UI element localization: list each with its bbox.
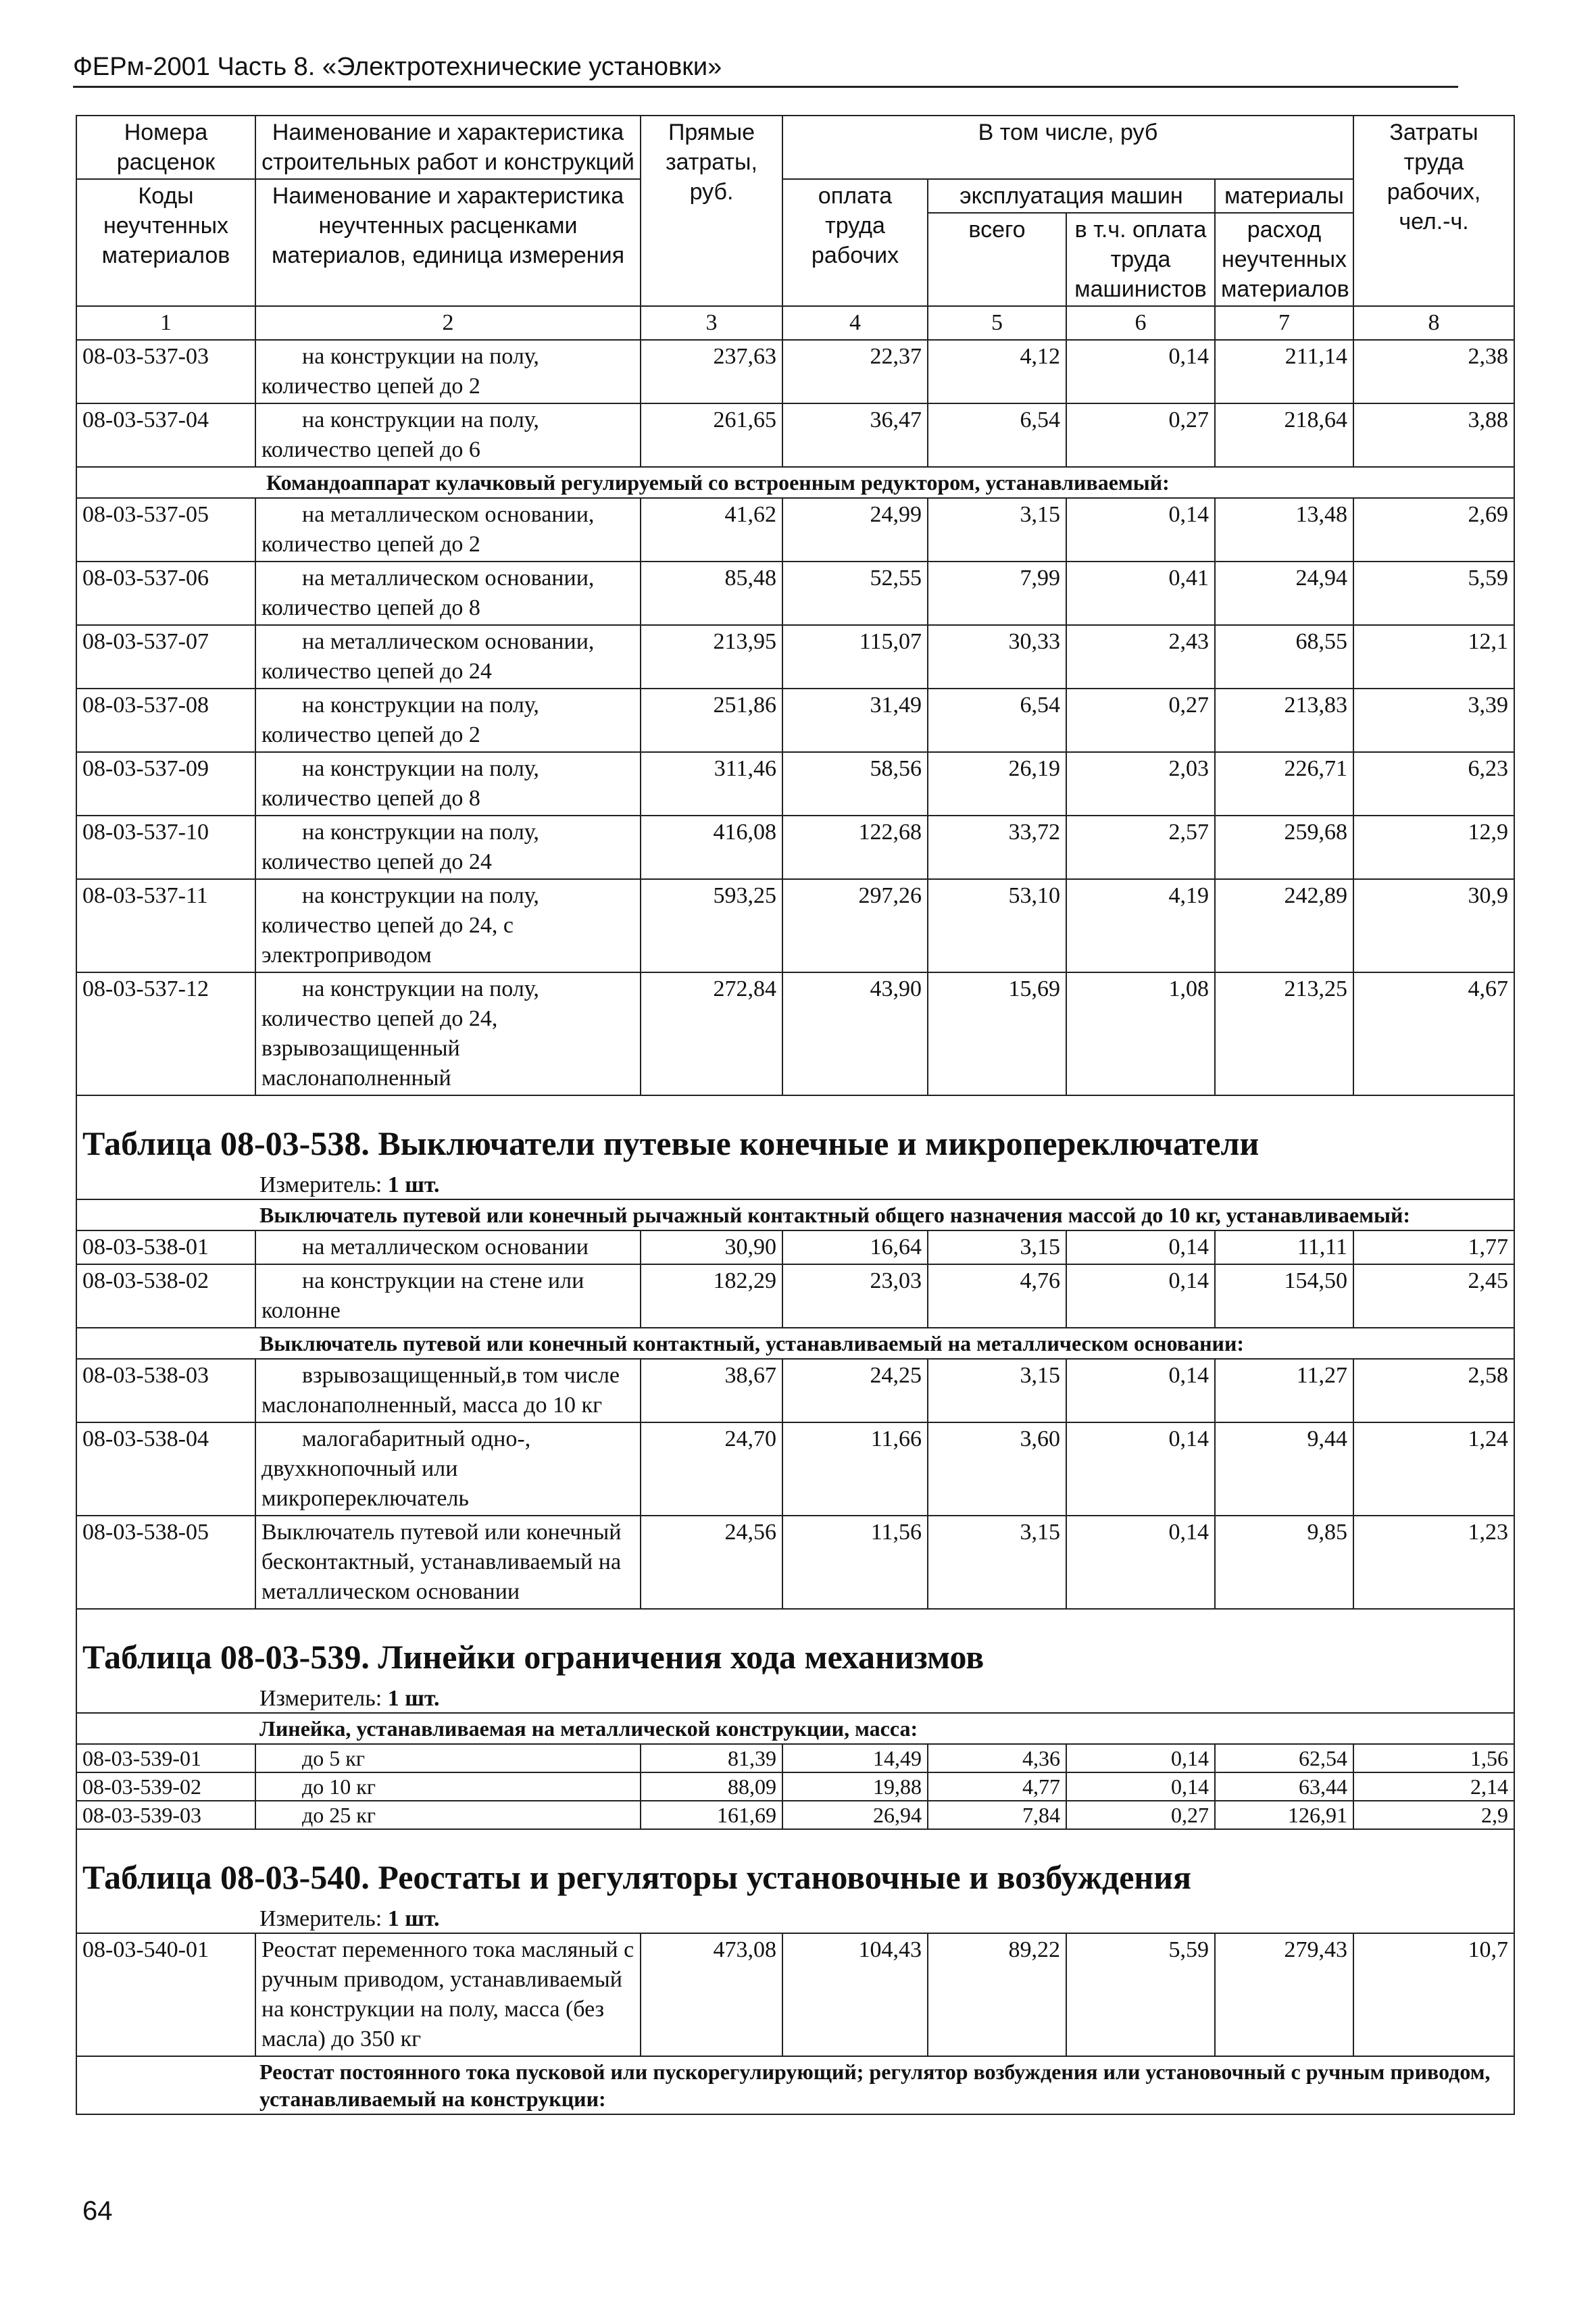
table-row [76,1744,1514,1772]
direct-costs: 213,95 [641,625,782,689]
material-consumption: 68,55 [1215,625,1353,689]
worker-pay: 58,56 [782,752,928,816]
direct-costs: 261,65 [641,403,782,467]
worker-pay: 16,64 [782,1230,928,1264]
worker-pay: 297,26 [782,879,928,972]
operator-pay: 0,27 [1066,689,1215,752]
material-consumption: 24,94 [1215,562,1353,625]
direct-costs: 272,84 [641,972,782,1095]
material-consumption: 126,91 [1215,1801,1353,1829]
labor-hours: 1,24 [1353,1422,1514,1516]
col-number: 5 [928,306,1066,340]
operator-pay: 0,14 [1066,1772,1215,1801]
operator-pay: 2,03 [1066,752,1215,816]
worker-pay: 36,47 [782,403,928,467]
rate-code: 08-03-538-05 [76,1516,255,1609]
rate-description: до 5 кг [255,1744,641,1772]
direct-costs: 161,69 [641,1801,782,1829]
labor-hours: 1,23 [1353,1516,1514,1609]
column-numbers-row [76,306,1514,340]
direct-costs: 41,62 [641,498,782,562]
worker-pay: 11,56 [782,1516,928,1609]
col-header-material-consumption: расход неучтенных материалов [1215,213,1353,306]
col-header-operator-pay: в т.ч. оплата труда машинистов [1066,213,1215,306]
rate-code: 08-03-538-03 [76,1359,255,1422]
col-number: 3 [641,306,782,340]
table-row [76,1933,1514,2056]
labor-hours: 1,77 [1353,1230,1514,1264]
machines-total: 3,15 [928,498,1066,562]
rate-description: на металлическом основании [255,1230,641,1264]
rate-description: малогабаритный одно-, двухкнопочный или микропереключатель [255,1422,641,1516]
table-row [76,1230,1514,1264]
direct-costs: 85,48 [641,562,782,625]
header-row-2 [76,179,1514,213]
table-row [76,340,1514,403]
operator-pay: 2,43 [1066,625,1215,689]
col-header-worker-pay: оплата труда рабочих [782,179,928,306]
table-row [76,1801,1514,1829]
labor-hours: 4,67 [1353,972,1514,1095]
col-number: 4 [782,306,928,340]
machines-total: 3,60 [928,1422,1066,1516]
rate-code: 08-03-538-01 [76,1230,255,1264]
direct-costs: 311,46 [641,752,782,816]
page-header: ФЕРм-2001 Часть 8. «Электротехнические установки» [73,53,1458,88]
rate-description: до 10 кг [255,1772,641,1801]
table-row [76,498,1514,562]
col-header-machines-total: всего [928,213,1066,306]
rate-code: 08-03-537-08 [76,689,255,752]
labor-hours: 3,88 [1353,403,1514,467]
rate-description: до 25 кг [255,1801,641,1829]
direct-costs: 24,56 [641,1516,782,1609]
table-row [76,1264,1514,1328]
col-header-labor: Затраты труда рабочих, чел.-ч. [1353,116,1514,306]
material-consumption: 9,85 [1215,1516,1353,1609]
rate-code: 08-03-537-07 [76,625,255,689]
labor-hours: 1,56 [1353,1744,1514,1772]
machines-total: 7,99 [928,562,1066,625]
labor-hours: 5,59 [1353,562,1514,625]
material-consumption: 259,68 [1215,816,1353,879]
operator-pay: 0,14 [1066,1744,1215,1772]
rate-description: на конструкции на полу, количество цепей до 24, взрывозащищенный маслонаполненный [255,972,641,1095]
col-header-rate-numbers: Номера расценок [76,116,255,179]
worker-pay: 24,99 [782,498,928,562]
table-row [76,689,1514,752]
material-consumption: 63,44 [1215,1772,1353,1801]
direct-costs: 88,09 [641,1772,782,1801]
col-number: 6 [1066,306,1215,340]
machines-total: 15,69 [928,972,1066,1095]
section-title: Выключатель путевой или конечный рычажный контактный общего назначения массой до 10 кг, устанавливаемый: [76,1199,1514,1230]
worker-pay: 104,43 [782,1933,928,2056]
rate-description: взрывозащищенный,в том числе маслонаполненный, масса до 10 кг [255,1359,641,1422]
measure-539 [77,1685,1514,1712]
rate-description: на конструкции на полу, количество цепей до 2 [255,340,641,403]
rate-description: Выключатель путевой или конечный бесконтактный, устанавливаемый на металлическом основании [255,1516,641,1609]
machines-total: 4,12 [928,340,1066,403]
rate-code: 08-03-537-04 [76,403,255,467]
direct-costs: 30,90 [641,1230,782,1264]
worker-pay: 11,66 [782,1422,928,1516]
operator-pay: 0,14 [1066,498,1215,562]
operator-pay: 4,19 [1066,879,1215,972]
rate-code: 08-03-538-04 [76,1422,255,1516]
operator-pay: 0,14 [1066,1230,1215,1264]
table-title-row [76,1829,1514,1933]
worker-pay: 24,25 [782,1359,928,1422]
rate-code: 08-03-537-03 [76,340,255,403]
table-row [76,403,1514,467]
worker-pay: 22,37 [782,340,928,403]
machines-total: 4,36 [928,1744,1066,1772]
material-consumption: 62,54 [1215,1744,1353,1772]
labor-hours: 12,9 [1353,816,1514,879]
table-row [76,752,1514,816]
measure-label: Измеритель: [259,1172,382,1197]
col-number: 7 [1215,306,1353,340]
worker-pay: 19,88 [782,1772,928,1801]
section-row [76,1328,1514,1359]
table-row [76,1422,1514,1516]
table-row [76,1772,1514,1801]
measure-540 [77,1906,1514,1933]
machines-total: 33,72 [928,816,1066,879]
col-header-materials: материалы [1215,179,1353,213]
rate-description: на металлическом основании, количество цепей до 24 [255,625,641,689]
section-row [76,467,1514,498]
worker-pay: 43,90 [782,972,928,1095]
table-row [76,972,1514,1095]
material-consumption: 226,71 [1215,752,1353,816]
rate-description: на металлическом основании, количество цепей до 2 [255,498,641,562]
measure-value: 1 шт. [387,1686,440,1711]
material-consumption: 213,83 [1215,689,1353,752]
rates-table-wrapper [76,115,1514,2115]
rate-code: 08-03-539-01 [76,1744,255,1772]
rate-description: на конструкции на полу, количество цепей до 24 [255,816,641,879]
direct-costs: 81,39 [641,1744,782,1772]
operator-pay: 2,57 [1066,816,1215,879]
worker-pay: 14,49 [782,1744,928,1772]
rate-code: 08-03-537-12 [76,972,255,1095]
material-consumption: 213,25 [1215,972,1353,1095]
labor-hours: 3,39 [1353,689,1514,752]
col-header-including: В том числе, руб [782,116,1353,179]
direct-costs: 24,70 [641,1422,782,1516]
rates-table [76,115,1515,2115]
operator-pay: 0,14 [1066,1264,1215,1328]
direct-costs: 182,29 [641,1264,782,1328]
machines-total: 30,33 [928,625,1066,689]
machines-total: 89,22 [928,1933,1066,2056]
section-title: Командоаппарат кулачковый регулируемый со встроенным редуктором, устанавливаемый: [76,467,1514,498]
direct-costs: 416,08 [641,816,782,879]
operator-pay: 0,14 [1066,1422,1215,1516]
page-number: 64 [82,2196,113,2226]
table-row [76,816,1514,879]
labor-hours: 2,45 [1353,1264,1514,1328]
operator-pay: 1,08 [1066,972,1215,1095]
material-consumption: 11,11 [1215,1230,1353,1264]
labor-hours: 30,9 [1353,879,1514,972]
material-consumption: 218,64 [1215,403,1353,467]
machines-total: 4,77 [928,1772,1066,1801]
machines-total: 6,54 [928,689,1066,752]
labor-hours: 2,9 [1353,1801,1514,1829]
material-consumption: 154,50 [1215,1264,1353,1328]
worker-pay: 122,68 [782,816,928,879]
rate-code: 08-03-539-02 [76,1772,255,1801]
measure-label: Измеритель: [259,1906,382,1931]
machines-total: 3,15 [928,1230,1066,1264]
operator-pay: 0,14 [1066,1516,1215,1609]
operator-pay: 5,59 [1066,1933,1215,2056]
section-row [76,1199,1514,1230]
rate-description: на металлическом основании, количество цепей до 8 [255,562,641,625]
machines-total: 26,19 [928,752,1066,816]
table-title-540: Таблица 08-03-540. Реостаты и регуляторы установочные и возбуждения [82,1858,1192,1896]
measure-value: 1 шт. [387,1906,440,1931]
col-header-direct-costs: Прямые затраты, руб. [641,116,782,306]
worker-pay: 23,03 [782,1264,928,1328]
table-row [76,879,1514,972]
table-title-539: Таблица 08-03-539. Линейки ограничения хода механизмов [82,1638,984,1676]
table-row [76,1359,1514,1422]
section-title: Линейка, устанавливаемая на металлической конструкции, масса: [76,1713,1514,1744]
measure-label: Измеритель: [259,1686,382,1711]
labor-hours: 2,14 [1353,1772,1514,1801]
col-number: 1 [76,306,255,340]
machines-total: 53,10 [928,879,1066,972]
material-consumption: 13,48 [1215,498,1353,562]
rate-description: на конструкции на полу, количество цепей до 6 [255,403,641,467]
labor-hours: 6,23 [1353,752,1514,816]
operator-pay: 0,27 [1066,403,1215,467]
machines-total: 3,15 [928,1516,1066,1609]
section-title: Выключатель путевой или конечный контактный, устанавливаемый на металлическом основании: [76,1328,1514,1359]
labor-hours: 2,38 [1353,340,1514,403]
direct-costs: 251,86 [641,689,782,752]
table-row [76,625,1514,689]
header-row-1 [76,116,1514,179]
col-header-work-name: Наименование и характеристика строительных работ и конструкций [255,116,641,179]
col-header-machines: эксплуатация машин [928,179,1215,213]
labor-hours: 12,1 [1353,625,1514,689]
col-number: 8 [1353,306,1514,340]
rate-description: на конструкции на полу, количество цепей до 8 [255,752,641,816]
rate-code: 08-03-537-06 [76,562,255,625]
direct-costs: 593,25 [641,879,782,972]
rate-description: на конструкции на полу, количество цепей до 24, с электроприводом [255,879,641,972]
measure-538 [77,1172,1514,1199]
col-number: 2 [255,306,641,340]
table-title-row [76,1609,1514,1713]
labor-hours: 10,7 [1353,1933,1514,2056]
labor-hours: 2,69 [1353,498,1514,562]
operator-pay: 0,41 [1066,562,1215,625]
direct-costs: 237,63 [641,340,782,403]
machines-total: 6,54 [928,403,1066,467]
section-row [76,2056,1514,2114]
direct-costs: 473,08 [641,1933,782,2056]
machines-total: 3,15 [928,1359,1066,1422]
machines-total: 7,84 [928,1801,1066,1829]
rate-code: 08-03-539-03 [76,1801,255,1829]
material-consumption: 11,27 [1215,1359,1353,1422]
measure-value: 1 шт. [387,1172,440,1197]
section-title: Реостат постоянного тока пусковой или пускорегулирующий; регулятор возбуждения или установочный с ручным приводом, устанавливаемый на конструкции: [76,2056,1514,2114]
rate-code: 08-03-540-01 [76,1933,255,2056]
table-row [76,562,1514,625]
section-row [76,1713,1514,1744]
rate-code: 08-03-537-10 [76,816,255,879]
rate-description: Реостат переменного тока масляный с ручным приводом, устанавливаемый на конструкции на полу, масса (без масла) до 350 кг [255,1933,641,2056]
table-title-538: Таблица 08-03-538. Выключатели путевые конечные и микропереключатели [82,1124,1260,1162]
operator-pay: 0,14 [1066,1359,1215,1422]
rate-code: 08-03-538-02 [76,1264,255,1328]
col-header-material-name: Наименование и характеристика неучтенных расценками материалов, единица измерения [255,179,641,306]
worker-pay: 52,55 [782,562,928,625]
operator-pay: 0,27 [1066,1801,1215,1829]
material-consumption: 242,89 [1215,879,1353,972]
operator-pay: 0,14 [1066,340,1215,403]
col-header-material-codes: Коды неучтенных материалов [76,179,255,306]
material-consumption: 9,44 [1215,1422,1353,1516]
rate-description: на конструкции на полу, количество цепей до 2 [255,689,641,752]
table-row [76,1516,1514,1609]
worker-pay: 26,94 [782,1801,928,1829]
machines-total: 4,76 [928,1264,1066,1328]
rate-code: 08-03-537-05 [76,498,255,562]
worker-pay: 115,07 [782,625,928,689]
rate-code: 08-03-537-11 [76,879,255,972]
direct-costs: 38,67 [641,1359,782,1422]
worker-pay: 31,49 [782,689,928,752]
material-consumption: 211,14 [1215,340,1353,403]
labor-hours: 2,58 [1353,1359,1514,1422]
rate-code: 08-03-537-09 [76,752,255,816]
material-consumption: 279,43 [1215,1933,1353,2056]
rate-description: на конструкции на стене или колонне [255,1264,641,1328]
table-title-row [76,1095,1514,1199]
